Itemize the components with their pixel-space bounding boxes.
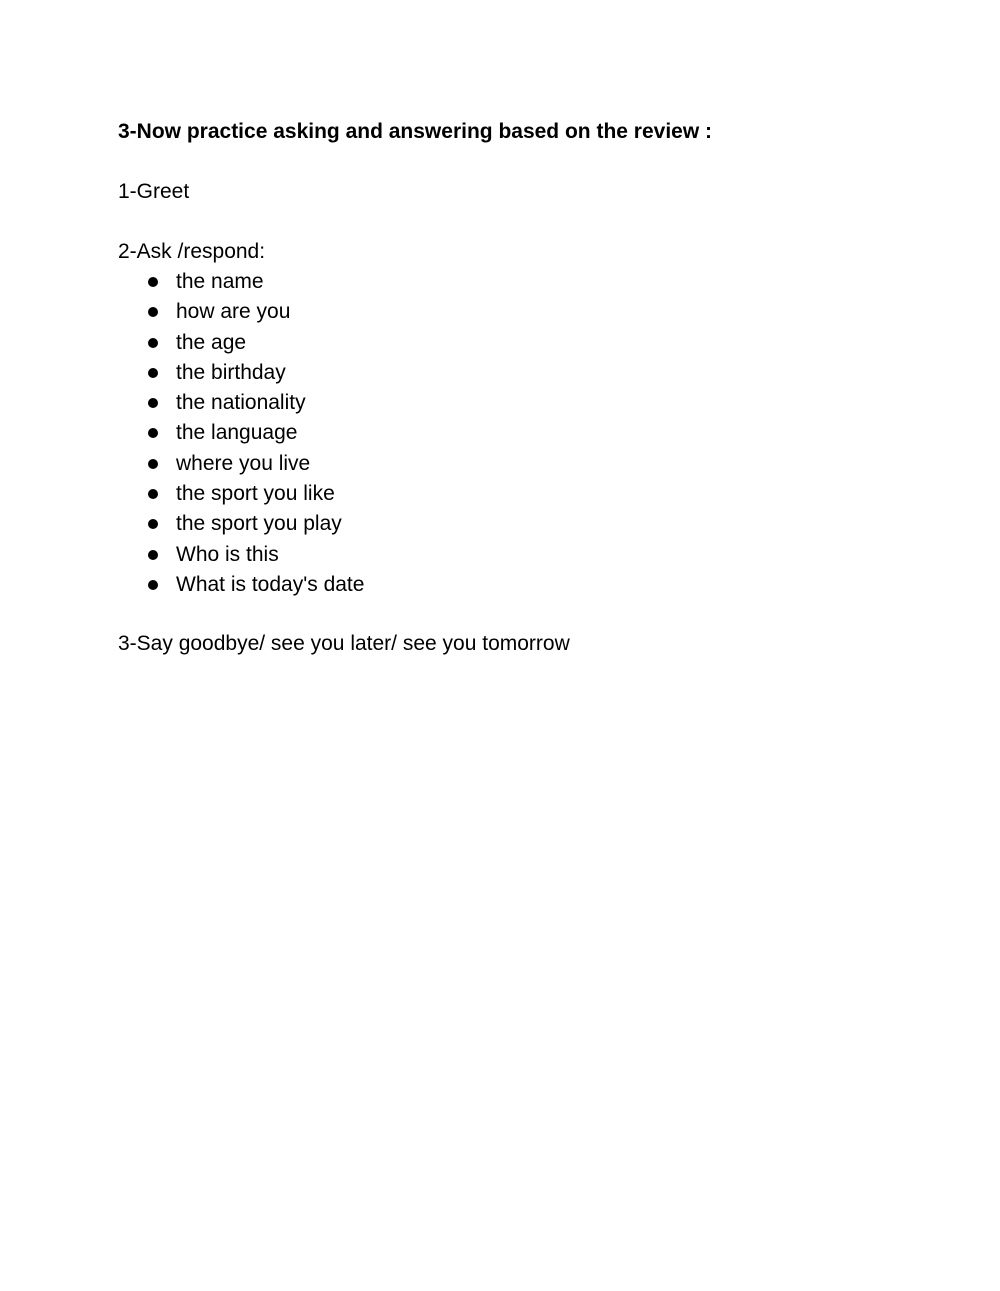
step-goodbye: 3-Say goodbye/ see you later/ see you tomorrow [118,632,570,655]
list-item-text: the sport you like [176,482,335,506]
list-item-text: What is today's date [176,572,365,596]
section-heading: 3-Now practice asking and answering based on the review : [118,120,712,143]
bullet-icon [148,519,158,529]
list-item-text: the name [176,270,264,293]
step-ask-respond: 2-Ask /respond: [118,240,266,263]
step-greet: 1-Greet [118,180,190,203]
list-item-text: how are you [176,300,291,324]
bullet-icon [148,428,158,438]
list-item-text: the nationality [176,391,306,415]
list-item-text: Who is this [176,542,279,566]
bullet-icon [148,459,158,469]
bullet-icon [148,277,158,287]
list-item-text: the sport you play [176,512,342,536]
bullet-icon [148,338,158,348]
list-item-text: the age [176,330,247,354]
bullet-icon [148,398,158,408]
list-item-text: the language [176,421,298,445]
list-item-text: the birthday [176,360,286,384]
bullet-icon [148,489,158,499]
list-item-text: where you live [176,451,311,475]
bullet-icon [148,368,158,378]
bullet-icon [148,307,158,317]
bullet-icon [148,550,158,560]
bullet-icon [148,580,158,590]
